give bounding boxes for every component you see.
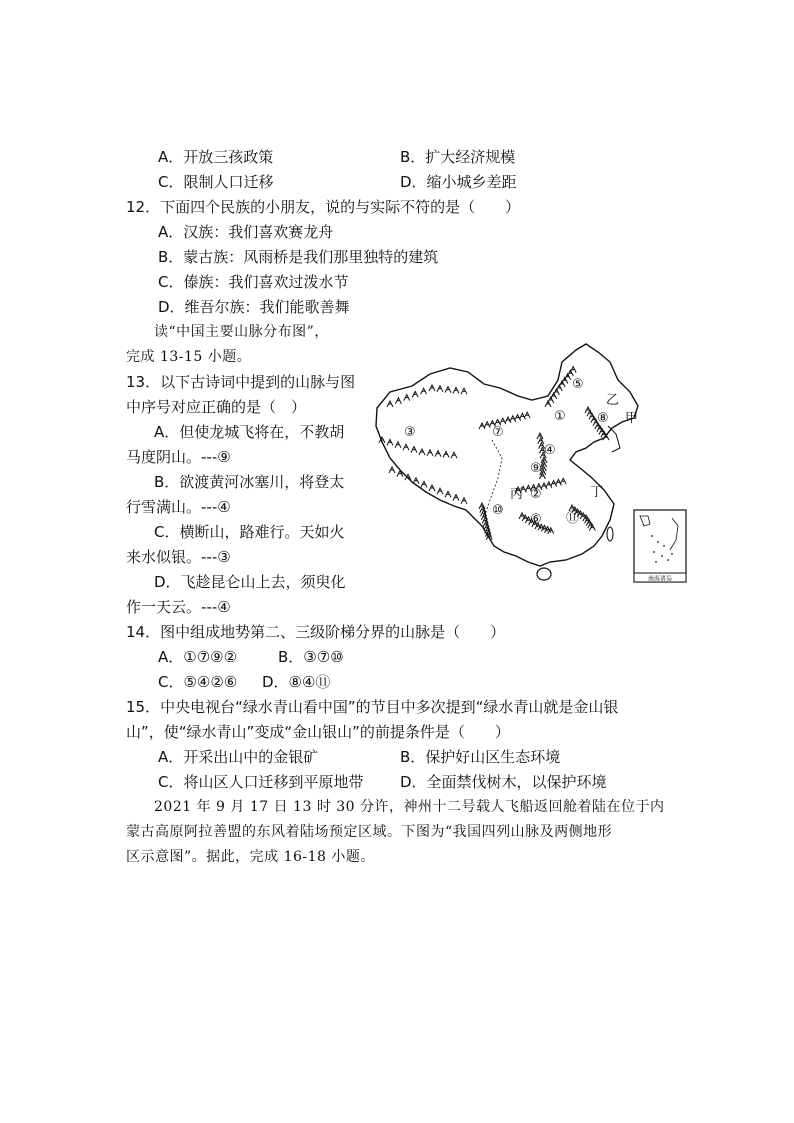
map-label-2: ② [530, 487, 542, 502]
q15-option-a[interactable]: A．开采出山中的金银矿 [158, 748, 319, 766]
q15-stem-line1: 15．中央电视台“绿水青山看中国”的节目中多次提到“绿水青山就是金山银 [126, 698, 619, 716]
mountain-hatch [421, 481, 427, 487]
mountain-hatch [515, 415, 521, 421]
q14-option-a[interactable]: A．①⑦⑨② [158, 648, 238, 666]
mountain-hatch [453, 387, 459, 393]
q14-option-b[interactable]: B．③⑦⑩ [278, 648, 344, 666]
mountain-hatch [551, 481, 557, 487]
q11-option-b[interactable]: B．扩大经济规模 [400, 148, 516, 166]
mountain-hatch [570, 367, 576, 373]
map-label-1: ① [554, 409, 566, 424]
mountain-hatch [560, 478, 566, 484]
mountain-hatch [437, 488, 443, 494]
map-label-jia: 甲 [625, 411, 639, 426]
q13-option-c-line1[interactable]: C．横断山，路难行。天如火 [154, 523, 345, 541]
mountain-hatch [403, 444, 409, 450]
mountain-hatch [524, 412, 530, 418]
q11-option-c[interactable]: C．限制人口迁移 [158, 173, 274, 191]
mountain-hatch [412, 391, 418, 397]
q13-option-d-line2[interactable]: 作一天云。---④ [126, 598, 231, 616]
mountain-hatch [451, 452, 457, 458]
mountain-hatch [427, 450, 433, 456]
mountain-hatch [387, 439, 393, 445]
china-mountains-map [372, 340, 692, 590]
mountain-hatch [429, 485, 435, 491]
mountain-hatch [413, 478, 419, 484]
mountain-hatch [484, 422, 490, 428]
map-label-10: ⑩ [492, 503, 504, 518]
map-label-6: ⑥ [530, 512, 542, 527]
mountain-hatch [500, 418, 506, 424]
q12-stem: 12．下面四个民族的小朋友，说的与实际不符的是（ ） [126, 198, 521, 216]
map-label-8: ⑧ [597, 411, 609, 426]
mountain-hatch [389, 467, 395, 473]
inset-label: 南海诸岛 [647, 575, 673, 583]
mountain-hatch [411, 447, 417, 453]
map-label-yi: 乙 [606, 393, 620, 408]
mountain-hatch [404, 395, 410, 401]
q13-stem-line1: 13．以下古诗词中提到的山脉与图 [126, 373, 356, 391]
mountain-hatch [445, 491, 451, 497]
map-label-11: ⑪ [566, 511, 580, 526]
map-label-3: ③ [404, 425, 416, 440]
china-outline [376, 344, 638, 566]
q13-option-c-line2[interactable]: 来水似银。---③ [126, 548, 231, 566]
map-label-ding: 丁 [590, 485, 604, 500]
mountain-hatch [387, 401, 393, 407]
intro-13-15-line2: 完成 13-15 小题。 [126, 349, 252, 365]
map-label-4: ④ [544, 443, 556, 458]
mountain-hatch [546, 482, 552, 488]
q12-option-a[interactable]: A．汉族：我们喜欢赛龙舟 [158, 223, 334, 241]
intro-16-18-line3: 区示意图”。据此，完成 16-18 小题。 [126, 849, 375, 865]
mountain-hatch [505, 417, 511, 423]
q13-option-a-line1[interactable]: A．但使龙城飞将在，不教胡 [154, 423, 345, 441]
q13-option-b-line1[interactable]: B．欲渡黄河冰塞川，将登太 [154, 473, 345, 491]
mountain-hatch [445, 387, 451, 393]
q15-option-b[interactable]: B．保护好山区生态环境 [400, 748, 561, 766]
mountain-hatch [421, 388, 427, 394]
q13-option-a-line2[interactable]: 马度阴山。---⑨ [126, 448, 231, 466]
mountain-hatch [395, 442, 401, 448]
mountain-hatch [537, 433, 543, 439]
mountain-hatch [419, 449, 425, 455]
mountain-hatch [429, 385, 435, 391]
mountain-hatch [437, 386, 443, 392]
mountain-hatch [510, 416, 516, 422]
mountain-hatch [443, 451, 449, 457]
map-label-7: ⑦ [492, 425, 504, 440]
taiwan-island [607, 527, 613, 541]
q14-stem: 14．图中组成地势第二、三级阶梯分界的山脉是（ ） [126, 623, 506, 641]
map-label-5: ⑤ [572, 377, 584, 392]
intro-16-18-line2: 蒙古高原阿拉善盟的东风着陆场预定区域。下图为“我国四列山脉及两侧地形 [126, 824, 613, 840]
q12-option-d[interactable]: D．维吾尔族：我们能歌善舞 [158, 298, 350, 316]
q14-option-d[interactable]: D．⑧④⑪ [262, 673, 331, 691]
mountain-hatch [461, 388, 467, 394]
q15-option-c[interactable]: C．将山区人口迁移到平原地带 [158, 773, 364, 791]
q13-option-d-line1[interactable]: D．飞趁昆仑山上去，须臾化 [154, 573, 346, 591]
map-label-bing: 丙 [510, 487, 524, 502]
mountain-hatch [555, 479, 561, 485]
q12-option-b[interactable]: B．蒙古族：风雨桥是我们那里独特的建筑 [158, 248, 439, 266]
map-label-9: ⑨ [530, 461, 542, 476]
q12-option-c[interactable]: C．傣族：我们喜欢过泼水节 [158, 273, 349, 291]
q13-option-b-line2[interactable]: 行雪满山。---④ [126, 498, 231, 516]
q15-option-d[interactable]: D．全面禁伐树木，以保护环境 [400, 773, 607, 791]
mountain-hatch [453, 495, 459, 501]
mountain-hatch [435, 451, 441, 457]
q11-option-d[interactable]: D．缩小城乡差距 [400, 173, 517, 191]
q11-option-a[interactable]: A．开放三孩政策 [158, 148, 274, 166]
q15-stem-line2: 山”，使“绿水青山”变成“金山银山”的前提条件是（ ） [126, 723, 510, 741]
mountain-hatch [541, 483, 547, 489]
mountain-hatch [461, 498, 467, 504]
mountain-hatch [519, 413, 525, 419]
hainan-island [537, 568, 551, 580]
q13-stem-line2: 中序号对应正确的是（ ） [126, 398, 307, 416]
mountain-hatch [395, 398, 401, 404]
intro-16-18-line1: 2021 年 9 月 17 日 13 时 30 分许，神州十二号载人飞船返回舱着陆在位于内 [154, 799, 665, 815]
intro-13-15-line1: 读“中国主要山脉分布图”， [154, 324, 329, 340]
mountain-hatch [479, 423, 485, 429]
q14-option-c[interactable]: C．⑤④②⑥ [158, 673, 238, 691]
